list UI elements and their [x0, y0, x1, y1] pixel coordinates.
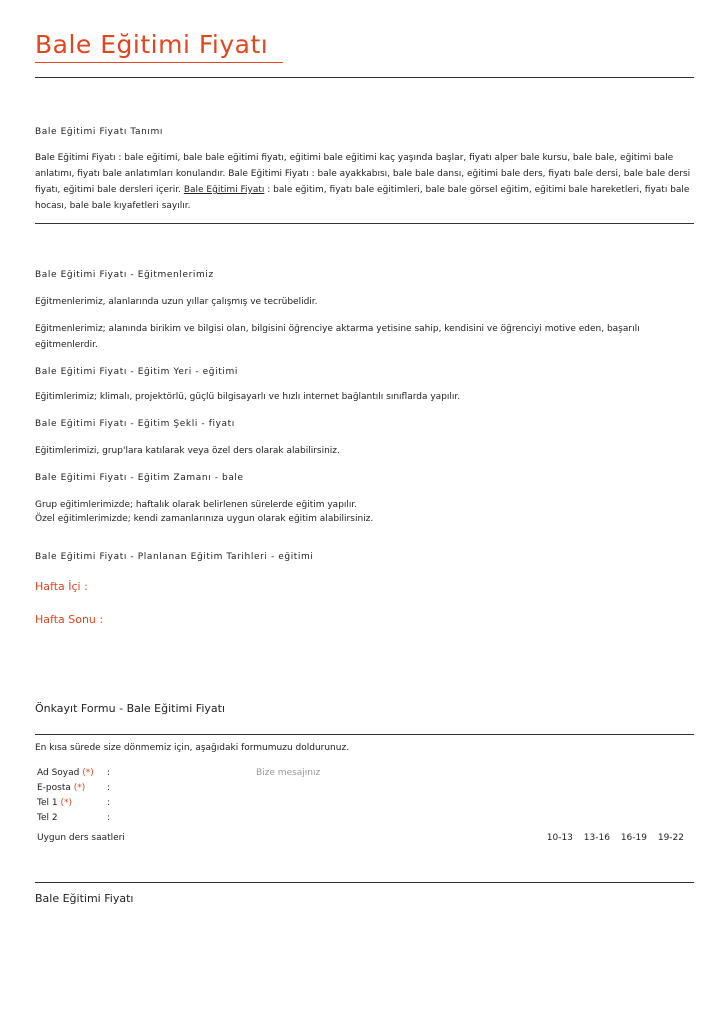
hour-option-13-16[interactable]: 13-16: [583, 833, 610, 843]
definition-paragraph: [35, 150, 694, 214]
field-label-name-text: Ad Soyad: [37, 768, 80, 778]
form-divider: [35, 734, 694, 735]
hour-option-10-13[interactable]: 10-13: [546, 833, 573, 843]
hour-option-19-22[interactable]: 19-22: [657, 833, 684, 843]
field-label-email-text: E-posta: [37, 783, 71, 793]
trainers-p2: Eğitmenlerimiz; alanında birikim ve bilgisi olan, bilgisini öğrenciye aktarma yetisine sahip, kendisini ve öğrenciyi motive eden, başarılı eğitmenlerdir.: [35, 324, 640, 350]
schedule-weekday: Hafta İçi :: [35, 580, 88, 593]
field-label-tel1[interactable]: [37, 798, 72, 808]
definition-link[interactable]: Bale Eğitimi Fiyatı: [183, 185, 265, 195]
field-colon: :: [107, 813, 111, 823]
form-intro: En kısa sürede size dönmemiz için, aşağıdaki formumuzu doldurunuz.: [35, 743, 350, 753]
footer-title: Bale Eğitimi Fiyatı: [35, 892, 134, 905]
hours-label: Uygun ders saatleri: [37, 833, 125, 843]
field-colon: :: [107, 783, 111, 793]
schedule-heading: Bale Eğitimi Fiyatı - Planlanan Eğitim Tarihleri - eğitimi: [35, 552, 314, 562]
field-label-email[interactable]: [37, 783, 85, 793]
title-underline: [35, 62, 283, 63]
place-heading: Bale Eğitimi Fiyatı - Eğitim Yeri - eğitimi: [35, 367, 238, 377]
place-text: Eğitimlerimiz; klimalı, projektörlü, güçlü bilgisayarlı ve hızlı internet bağlantılı sınıflarda yapılır.: [35, 392, 461, 402]
field-label-name[interactable]: [37, 768, 94, 778]
field-label-tel2[interactable]: [37, 813, 58, 823]
timing-line2: Özel eğitimlerimizde; kendi zamanlarınıza uygun olarak eğitim alabilirsiniz.: [35, 514, 374, 524]
header-divider: [35, 77, 694, 78]
required-mark: (*): [60, 798, 72, 808]
definition-text-after: : bale eğitim, fiyatı bale eğitimleri, bale bale görsel eğitim, eğitimi bale hareketleri, fiyatı bale hocası, bale bale kıyafetleri sayılır.: [35, 185, 690, 211]
required-mark: (*): [73, 783, 86, 793]
format-heading: Bale Eğitimi Fiyatı - Eğitim Şekli - fiyatı: [35, 419, 235, 429]
field-colon: :: [107, 768, 111, 778]
required-mark: (*): [82, 768, 94, 778]
page-title: Bale Eğitimi Fiyatı: [35, 30, 269, 59]
hour-option-16-19[interactable]: 16-19: [620, 833, 647, 843]
definition-text-before: Bale Eğitimi Fiyatı : bale eğitimi, bale bale eğitimi fiyatı, eğitimi bale eğitimi kaç yaşında başlar, fiyatı alper bale kursu, bale bale, eğitimi bale anlatımı, fiyatı bale anlatımları konulandır. Bale Eğitimi Fiyatı : bale ayakkabısı, bale bale dansı, eğitimi bale ders, fiyatı bale dersi, bale bale dersi fiyatı, eğitimi bale dersleri içerir.: [35, 153, 691, 195]
definition-heading: Bale Eğitimi Fiyatı Tanımı: [35, 127, 163, 137]
field-label-tel1-text: Tel 1: [37, 798, 58, 808]
format-text: Eğitimlerimizi, grup'lara katılarak veya özel ders olarak alabilirsiniz.: [35, 446, 340, 456]
hours-options: [539, 833, 684, 843]
definition-divider: [35, 223, 694, 224]
trainers-p1: Eğitmenlerimiz, alanlarında uzun yıllar çalışmış ve tecrübelidir.: [35, 297, 318, 307]
field-label-tel2-text: Tel 2: [37, 813, 58, 823]
footer-divider: [35, 882, 694, 883]
timing-line1: Grup eğitimlerimizde; haftalık olarak belirlenen sürelerde eğitim yapılır.: [35, 500, 358, 510]
trainers-heading: Bale Eğitimi Fiyatı - Eğitmenlerimiz: [35, 270, 214, 280]
form-heading: Önkayıt Formu - Bale Eğitimi Fiyatı: [35, 702, 226, 715]
schedule-weekend: Hafta Sonu :: [35, 613, 104, 626]
timing-heading: Bale Eğitimi Fiyatı - Eğitim Zamanı - bale: [35, 473, 244, 483]
message-textarea[interactable]: Bize mesajınız: [256, 768, 321, 778]
field-colon: :: [107, 798, 111, 808]
